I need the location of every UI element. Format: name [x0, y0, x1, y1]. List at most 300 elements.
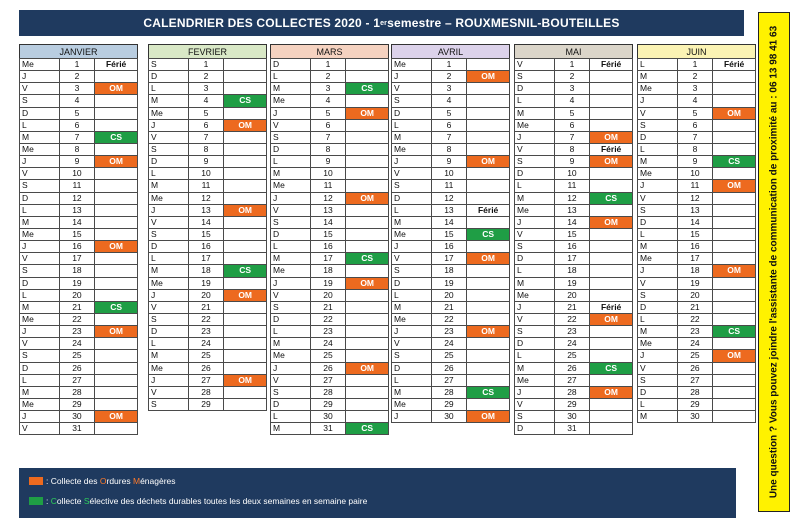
collection-cell: OM: [713, 180, 756, 192]
day-number-cell: 9: [431, 156, 467, 168]
weekday-cell: S: [515, 156, 555, 168]
day-row: [638, 143, 756, 155]
day-number-cell: 16: [310, 241, 346, 253]
collection-cell: [95, 253, 138, 265]
collection-cell: [590, 411, 633, 423]
collection-cell: [224, 131, 267, 143]
day-number-cell: 28: [554, 386, 590, 398]
collection-cell: [713, 204, 756, 216]
day-row: [271, 265, 389, 277]
title-main: CALENDRIER DES COLLECTES 2020 - 1: [143, 16, 381, 30]
day-row: [392, 374, 510, 386]
day-row: [638, 180, 756, 192]
day-number-cell: 2: [310, 71, 346, 83]
weekday-cell: S: [149, 143, 189, 155]
collection-cell: [95, 95, 138, 107]
day-number-cell: 31: [554, 423, 590, 435]
collection-cell: [346, 180, 389, 192]
collection-cell: OM: [224, 289, 267, 301]
day-row: [638, 228, 756, 240]
day-number-cell: 28: [188, 386, 224, 398]
collection-cell: [95, 289, 138, 301]
day-number-cell: 1: [431, 59, 467, 71]
day-number-cell: 21: [310, 301, 346, 313]
collection-cell: CS: [713, 156, 756, 168]
collection-cell: OM: [95, 411, 138, 423]
collection-cell: [467, 216, 510, 228]
day-number-cell: 2: [188, 71, 224, 83]
day-number-cell: 30: [431, 411, 467, 423]
day-number-cell: 22: [188, 313, 224, 325]
day-row: [515, 411, 633, 423]
day-row: [20, 423, 138, 435]
weekday-cell: Me: [638, 338, 678, 350]
collection-cell: [590, 326, 633, 338]
day-number-cell: 17: [677, 253, 713, 265]
collection-cell: [95, 180, 138, 192]
collection-cell: [224, 253, 267, 265]
collection-cell: [590, 338, 633, 350]
weekday-cell: V: [149, 216, 189, 228]
day-number-cell: 29: [431, 398, 467, 410]
weekday-cell: L: [392, 374, 432, 386]
weekday-cell: D: [271, 398, 311, 410]
weekday-cell: M: [638, 156, 678, 168]
collection-cell: [95, 362, 138, 374]
weekday-cell: J: [149, 204, 189, 216]
collection-cell: CS: [346, 83, 389, 95]
weekday-cell: S: [392, 265, 432, 277]
day-row: [515, 423, 633, 435]
collection-cell: [590, 168, 633, 180]
weekday-cell: M: [20, 131, 60, 143]
day-number-cell: 20: [677, 289, 713, 301]
month-fevrier: [148, 44, 267, 411]
day-number-cell: 23: [188, 326, 224, 338]
day-number-cell: 21: [59, 301, 95, 313]
day-row: [392, 131, 510, 143]
collection-cell: [467, 301, 510, 313]
weekday-cell: Me: [392, 398, 432, 410]
collection-cell: [224, 59, 267, 71]
day-row: [271, 168, 389, 180]
day-row: [20, 119, 138, 131]
weekday-cell: D: [515, 83, 555, 95]
day-number-cell: 15: [188, 228, 224, 240]
collection-cell: [713, 131, 756, 143]
weekday-cell: M: [392, 301, 432, 313]
day-row: [271, 386, 389, 398]
day-number-cell: 5: [554, 107, 590, 119]
day-row: [515, 192, 633, 204]
collection-cell: [346, 326, 389, 338]
day-number-cell: 22: [431, 313, 467, 325]
collection-cell: [467, 313, 510, 325]
collection-cell: [346, 156, 389, 168]
collection-cell: [467, 180, 510, 192]
collection-cell: OM: [95, 83, 138, 95]
collection-cell: [590, 289, 633, 301]
weekday-cell: M: [149, 265, 189, 277]
day-number-cell: 18: [188, 265, 224, 277]
collection-cell: [713, 119, 756, 131]
day-number-cell: 22: [59, 313, 95, 325]
day-number-cell: 6: [188, 119, 224, 131]
day-row: [20, 216, 138, 228]
day-number-cell: 28: [677, 386, 713, 398]
day-number-cell: 9: [677, 156, 713, 168]
day-row: [271, 398, 389, 410]
collection-cell: [346, 228, 389, 240]
day-row: [392, 83, 510, 95]
day-number-cell: 13: [188, 204, 224, 216]
weekday-cell: V: [20, 83, 60, 95]
collection-cell: [346, 71, 389, 83]
day-row: [149, 180, 267, 192]
weekday-cell: Me: [392, 143, 432, 155]
day-number-cell: 30: [59, 411, 95, 423]
collection-cell: [467, 398, 510, 410]
day-number-cell: 5: [677, 107, 713, 119]
day-number-cell: 2: [59, 71, 95, 83]
day-number-cell: 24: [59, 338, 95, 350]
collection-cell: [467, 143, 510, 155]
day-number-cell: 30: [310, 411, 346, 423]
collection-cell: [95, 204, 138, 216]
collection-cell: [467, 241, 510, 253]
day-number-cell: 6: [59, 119, 95, 131]
days-table: [391, 58, 510, 423]
day-number-cell: 29: [310, 398, 346, 410]
day-row: [149, 253, 267, 265]
day-row: [149, 119, 267, 131]
weekday-cell: J: [149, 374, 189, 386]
day-row: [638, 313, 756, 325]
collection-cell: [224, 362, 267, 374]
weekday-cell: L: [271, 71, 311, 83]
day-number-cell: 12: [431, 192, 467, 204]
day-number-cell: 29: [554, 398, 590, 410]
weekday-cell: L: [271, 156, 311, 168]
weekday-cell: V: [392, 83, 432, 95]
weekday-cell: S: [149, 59, 189, 71]
day-number-cell: 14: [677, 216, 713, 228]
day-row: [20, 131, 138, 143]
day-number-cell: 2: [431, 71, 467, 83]
weekday-cell: L: [515, 180, 555, 192]
weekday-cell: L: [392, 119, 432, 131]
collection-cell: CS: [224, 265, 267, 277]
day-number-cell: 5: [310, 107, 346, 119]
day-row: [20, 241, 138, 253]
weekday-cell: V: [638, 277, 678, 289]
collection-cell: [95, 277, 138, 289]
day-row: [638, 107, 756, 119]
day-number-cell: 2: [677, 71, 713, 83]
day-number-cell: 14: [188, 216, 224, 228]
day-row: [271, 228, 389, 240]
collection-cell: [467, 95, 510, 107]
collection-cell: [713, 253, 756, 265]
day-number-cell: 11: [431, 180, 467, 192]
weekday-cell: L: [271, 241, 311, 253]
weekday-cell: S: [638, 374, 678, 386]
weekday-cell: J: [392, 156, 432, 168]
collection-cell: OM: [95, 241, 138, 253]
weekday-cell: M: [515, 277, 555, 289]
day-number-cell: 3: [188, 83, 224, 95]
weekday-cell: V: [20, 168, 60, 180]
weekday-cell: M: [515, 107, 555, 119]
weekday-cell: V: [271, 374, 311, 386]
day-row: [271, 192, 389, 204]
day-number-cell: 12: [59, 192, 95, 204]
weekday-cell: J: [392, 241, 432, 253]
collection-cell: Férié: [467, 204, 510, 216]
day-row: [638, 119, 756, 131]
weekday-cell: D: [20, 362, 60, 374]
weekday-cell: S: [20, 95, 60, 107]
legend-cs: [29, 496, 367, 506]
day-number-cell: 10: [677, 168, 713, 180]
day-row: [149, 107, 267, 119]
collection-cell: [713, 362, 756, 374]
collection-cell: [346, 119, 389, 131]
weekday-cell: J: [638, 350, 678, 362]
weekday-cell: Me: [638, 168, 678, 180]
day-row: [392, 265, 510, 277]
day-row: [392, 71, 510, 83]
day-row: [638, 59, 756, 71]
day-row: [20, 83, 138, 95]
weekday-cell: L: [515, 350, 555, 362]
collection-cell: [224, 168, 267, 180]
day-number-cell: 16: [431, 241, 467, 253]
collection-cell: [590, 119, 633, 131]
collection-cell: [590, 374, 633, 386]
collection-cell: Férié: [590, 59, 633, 71]
collection-cell: [590, 277, 633, 289]
weekday-cell: S: [515, 326, 555, 338]
collection-cell: [95, 107, 138, 119]
day-number-cell: 9: [310, 156, 346, 168]
day-row: [638, 374, 756, 386]
day-row: [638, 95, 756, 107]
day-row: [271, 241, 389, 253]
collection-cell: [713, 216, 756, 228]
weekday-cell: S: [149, 398, 189, 410]
collection-cell: [346, 374, 389, 386]
day-row: [271, 131, 389, 143]
day-row: [515, 131, 633, 143]
day-row: [638, 301, 756, 313]
weekday-cell: V: [149, 386, 189, 398]
day-row: [271, 107, 389, 119]
weekday-cell: D: [271, 313, 311, 325]
days-table: [514, 58, 633, 435]
day-row: [20, 253, 138, 265]
weekday-cell: J: [149, 119, 189, 131]
day-number-cell: 9: [59, 156, 95, 168]
day-row: [392, 168, 510, 180]
day-row: [515, 326, 633, 338]
weekday-cell: L: [271, 326, 311, 338]
day-number-cell: 29: [677, 398, 713, 410]
day-row: [149, 277, 267, 289]
weekday-cell: V: [392, 168, 432, 180]
collection-cell: [346, 216, 389, 228]
collection-cell: [224, 192, 267, 204]
collection-cell: [224, 301, 267, 313]
collection-cell: [467, 362, 510, 374]
day-number-cell: 5: [188, 107, 224, 119]
collection-cell: [95, 313, 138, 325]
day-number-cell: 27: [677, 374, 713, 386]
day-row: [515, 59, 633, 71]
day-number-cell: 23: [59, 326, 95, 338]
day-number-cell: 19: [554, 277, 590, 289]
weekday-cell: Me: [271, 95, 311, 107]
weekday-cell: J: [20, 241, 60, 253]
day-number-cell: 3: [554, 83, 590, 95]
weekday-cell: J: [20, 71, 60, 83]
weekday-cell: M: [20, 386, 60, 398]
weekday-cell: Me: [149, 107, 189, 119]
collection-cell: OM: [95, 326, 138, 338]
day-number-cell: 10: [59, 168, 95, 180]
day-row: [149, 168, 267, 180]
weekday-cell: D: [515, 253, 555, 265]
day-row: [271, 204, 389, 216]
day-row: [515, 241, 633, 253]
weekday-cell: Me: [392, 59, 432, 71]
day-row: [392, 313, 510, 325]
weekday-cell: Me: [271, 350, 311, 362]
weekday-cell: J: [515, 386, 555, 398]
day-number-cell: 4: [310, 95, 346, 107]
day-number-cell: 6: [677, 119, 713, 131]
collection-cell: [346, 411, 389, 423]
day-row: [20, 301, 138, 313]
weekday-cell: M: [638, 411, 678, 423]
weekday-cell: D: [271, 59, 311, 71]
weekday-cell: S: [638, 289, 678, 301]
collection-cell: [713, 386, 756, 398]
day-number-cell: 3: [310, 83, 346, 95]
day-row: [271, 216, 389, 228]
day-number-cell: 26: [310, 362, 346, 374]
legend-om: [29, 476, 176, 486]
weekday-cell: J: [638, 265, 678, 277]
day-row: [20, 180, 138, 192]
day-number-cell: 15: [677, 228, 713, 240]
weekday-cell: J: [271, 107, 311, 119]
day-number-cell: 27: [310, 374, 346, 386]
collection-cell: [713, 289, 756, 301]
day-row: [515, 71, 633, 83]
weekday-cell: V: [20, 253, 60, 265]
weekday-cell: V: [271, 204, 311, 216]
collection-cell: [346, 386, 389, 398]
day-row: [149, 228, 267, 240]
weekday-cell: M: [638, 71, 678, 83]
day-row: [515, 265, 633, 277]
collection-cell: [346, 143, 389, 155]
collection-cell: OM: [467, 326, 510, 338]
weekday-cell: J: [149, 289, 189, 301]
day-number-cell: 3: [59, 83, 95, 95]
day-row: [392, 107, 510, 119]
day-row: [515, 350, 633, 362]
collection-cell: [713, 374, 756, 386]
collection-cell: [467, 289, 510, 301]
day-row: [638, 362, 756, 374]
day-number-cell: 8: [677, 143, 713, 155]
day-number-cell: 19: [59, 277, 95, 289]
collection-cell: [224, 180, 267, 192]
title-sup: er: [380, 19, 388, 27]
day-row: [20, 143, 138, 155]
day-row: [149, 386, 267, 398]
day-row: [392, 119, 510, 131]
day-number-cell: 18: [59, 265, 95, 277]
collection-cell: [346, 338, 389, 350]
day-row: [271, 143, 389, 155]
day-number-cell: 17: [431, 253, 467, 265]
day-number-cell: 4: [59, 95, 95, 107]
weekday-cell: L: [638, 228, 678, 240]
day-row: [20, 192, 138, 204]
day-number-cell: 15: [554, 228, 590, 240]
collection-cell: [467, 277, 510, 289]
collection-cell: [590, 228, 633, 240]
weekday-cell: J: [638, 95, 678, 107]
weekday-cell: M: [20, 216, 60, 228]
weekday-cell: L: [638, 59, 678, 71]
weekday-cell: D: [271, 228, 311, 240]
day-row: [271, 411, 389, 423]
weekday-cell: L: [271, 411, 311, 423]
weekday-cell: L: [392, 289, 432, 301]
day-number-cell: 7: [59, 131, 95, 143]
collection-cell: [224, 143, 267, 155]
day-number-cell: 18: [431, 265, 467, 277]
day-number-cell: 1: [310, 59, 346, 71]
weekday-cell: D: [638, 216, 678, 228]
day-row: [20, 374, 138, 386]
day-row: [149, 71, 267, 83]
day-row: [392, 241, 510, 253]
collection-cell: [95, 119, 138, 131]
day-number-cell: 20: [188, 289, 224, 301]
day-number-cell: 19: [677, 277, 713, 289]
day-number-cell: 15: [431, 228, 467, 240]
collection-cell: CS: [224, 95, 267, 107]
weekday-cell: Me: [638, 253, 678, 265]
collection-cell: [713, 192, 756, 204]
collection-cell: [346, 59, 389, 71]
collection-cell: [224, 107, 267, 119]
day-row: [392, 204, 510, 216]
weekday-cell: Me: [20, 143, 60, 155]
weekday-cell: M: [638, 326, 678, 338]
weekday-cell: J: [20, 156, 60, 168]
weekday-cell: S: [392, 95, 432, 107]
collection-cell: [95, 71, 138, 83]
day-row: [149, 241, 267, 253]
weekday-cell: L: [149, 338, 189, 350]
weekday-cell: S: [638, 119, 678, 131]
